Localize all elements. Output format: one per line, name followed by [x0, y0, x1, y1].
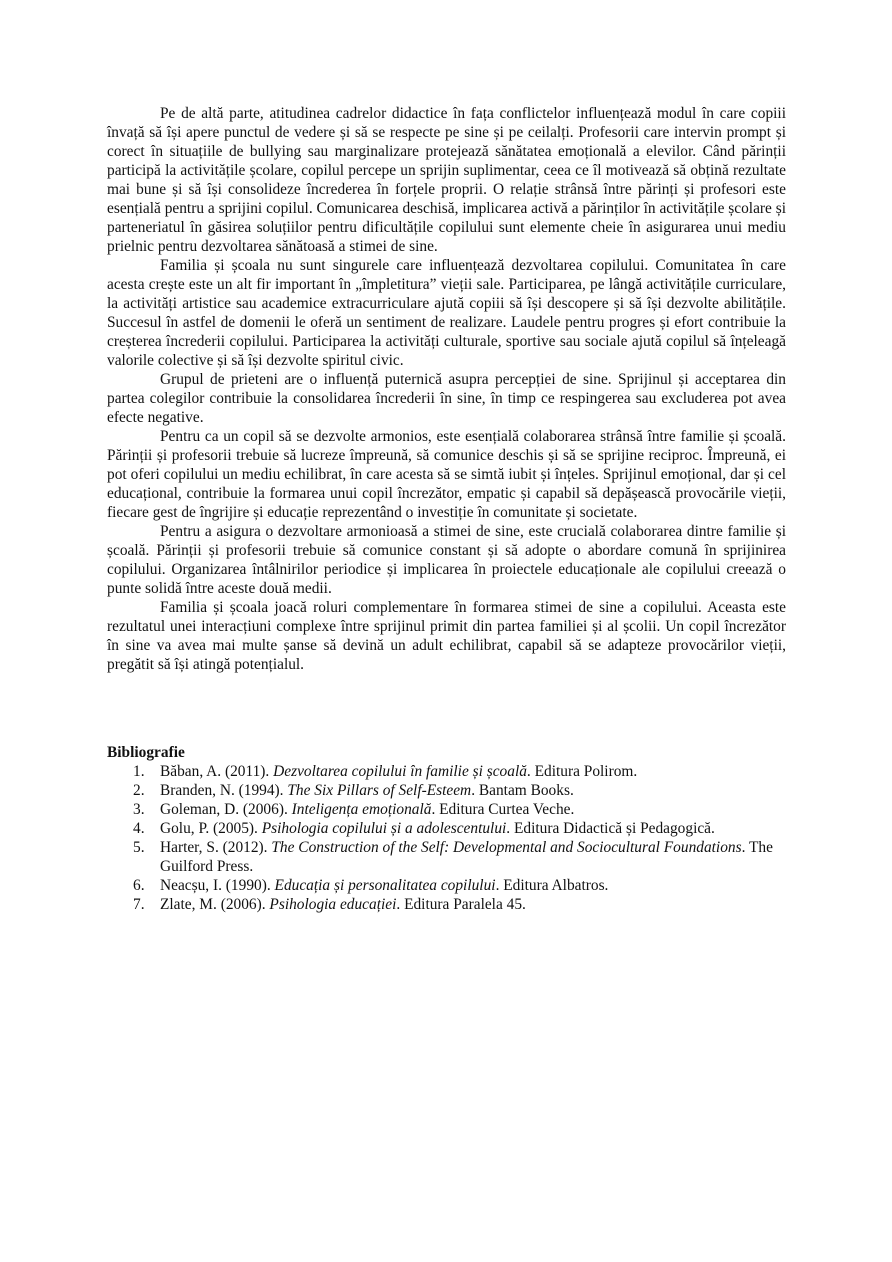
- item-work-title: The Construction of the Self: Developmental and Sociocultural Foundations: [271, 839, 742, 856]
- item-work-title: Inteligența emoțională: [291, 801, 432, 818]
- item-publisher: . Editura Didactică și Pedagogică.: [506, 820, 715, 837]
- paragraph: Pe de altă parte, atitudinea cadrelor didactice în fața conflictelor influențează modul în care copiii învață să își apere punctul de vedere și să se respecte pe sine și pe ceilalți. Profesorii care intervin prompt și corect în situațiile de bullying sau marginalizare protejează sănătatea emoțională a elevilor. Când părinții participă la activitățile școlare, copilul percepe un sprijin suplimentar, ceea ce îl motivează să obțină rezultate mai bune și să își consolideze încrederea în forțele proprii. O relație strânsă între părinți și profesori este esențială pentru a sprijini copilul. Comunicarea deschisă, implicarea activă a părinților în activitățile școlare și parteneriatul în găsirea soluțiilor pentru dificultățile copilului sunt elemente cheie în asigurarea unui mediu prielnic pentru dezvoltarea sănătoasă a stimei de sine.: [107, 105, 786, 255]
- item-work-title: The Six Pillars of Self-Esteem: [287, 782, 472, 799]
- body-text: [107, 104, 786, 674]
- item-number: 1.: [133, 763, 145, 780]
- item-author: Harter, S. (2012).: [160, 839, 272, 856]
- item-publisher: . The Guilford Press.: [160, 839, 773, 875]
- paragraph: Pentru ca un copil să se dezvolte armonios, este esențială colaborarea strânsă între familie și școală. Părinții și profesorii trebuie să lucreze împreună, să comunice deschis și să se sprijine reciproc. Împreună, ei pot oferi copilului un mediu echilibrat, în care acesta să se simtă iubit și înțeles. Sprijinul emoțional, dar și cel educațional, contribuie la formarea unui copil încrezător, empatic și capabil să depășească provocările vieții, fiecare gest de îngrijire și educație reprezentând o investiție în comunitate și societate.: [107, 428, 786, 521]
- bibliography-item: [107, 895, 786, 914]
- item-author: Goleman, D. (2006).: [160, 801, 292, 818]
- document-body: [107, 104, 786, 914]
- item-author: Neacșu, I. (1990).: [160, 877, 275, 894]
- item-author: Golu, P. (2005).: [160, 820, 262, 837]
- item-number: 3.: [133, 801, 145, 818]
- item-author: Zlate, M. (2006).: [160, 896, 270, 913]
- item-publisher: . Editura Paralela 45.: [396, 896, 526, 913]
- item-number: 5.: [133, 839, 145, 856]
- item-publisher: . Editura Polirom.: [526, 763, 638, 780]
- item-number: 7.: [133, 896, 145, 913]
- bibliography-item: [107, 762, 786, 781]
- item-work-title: Educația și personalitatea copilului: [274, 877, 496, 894]
- item-number: 2.: [133, 782, 145, 799]
- item-work-title: Dezvoltarea copilului în familie și școală: [273, 763, 527, 780]
- item-publisher: . Editura Curtea Veche.: [431, 801, 575, 818]
- bibliography-item: [107, 876, 786, 895]
- item-publisher: . Editura Albatros.: [495, 877, 609, 894]
- paragraph: Pentru a asigura o dezvoltare armonioasă a stimei de sine, este crucială colaborarea dintre familie și școală. Părinții și profesorii trebuie să comunice constant și să adopte o abordare comună în sprijinirea copilului. Organizarea întâlnirilor periodice și implicarea în proiectele educaționale ale copilului creează o punte solidă între aceste două medii.: [107, 523, 786, 597]
- item-number: 4.: [133, 820, 145, 837]
- bibliography-item: [107, 781, 786, 800]
- item-work-title: Psihologia educației: [269, 896, 397, 913]
- bibliography-list: [107, 762, 786, 914]
- item-work-title: Psihologia copilului și a adolescentului: [261, 820, 507, 837]
- item-author: Băban, A. (2011).: [160, 763, 274, 780]
- item-author: Branden, N. (1994).: [160, 782, 288, 799]
- bibliography-heading: Bibliografie: [107, 744, 185, 761]
- paragraph: Grupul de prieteni are o influență puternică asupra percepției de sine. Sprijinul și acceptarea din partea colegilor contribuie la consolidarea încrederii în sine, în timp ce respingerea sau excluderea pot avea efecte negative.: [107, 371, 786, 426]
- bibliography-item: [107, 838, 786, 876]
- item-number: 6.: [133, 877, 145, 894]
- paragraph: Familia și școala joacă roluri complementare în formarea stimei de sine a copilului. Aceasta este rezultatul unei interacțiuni complexe între sprijinul primit din partea familiei și al școlii. Un copil încrezător în sine va avea mai multe șanse să devină un adult echilibrat, capabil să se adapteze provocărilor vieții, pregătit să își atingă potențialul.: [107, 599, 786, 673]
- item-publisher: . Bantam Books.: [471, 782, 574, 799]
- bibliography-item: [107, 819, 786, 838]
- bibliography-item: [107, 800, 786, 819]
- paragraph: Familia și școala nu sunt singurele care influențează dezvoltarea copilului. Comunitatea în care acesta crește este un alt fir important în „împletitura” vieții sale. Participarea, pe lângă activitățile curriculare, la activități artistice sau academice extracurriculare ajută copiii să își descopere și să își dezvolte abilitățile. Succesul în astfel de domenii le oferă un sentiment de realizare. Laudele pentru progres și efort contribuie la creșterea încrederii copilului. Participarea la activități culturale, sportive sau sociale ajută copilul să înțeleagă valorile colective și să își dezvolte spiritul civic.: [107, 257, 786, 369]
